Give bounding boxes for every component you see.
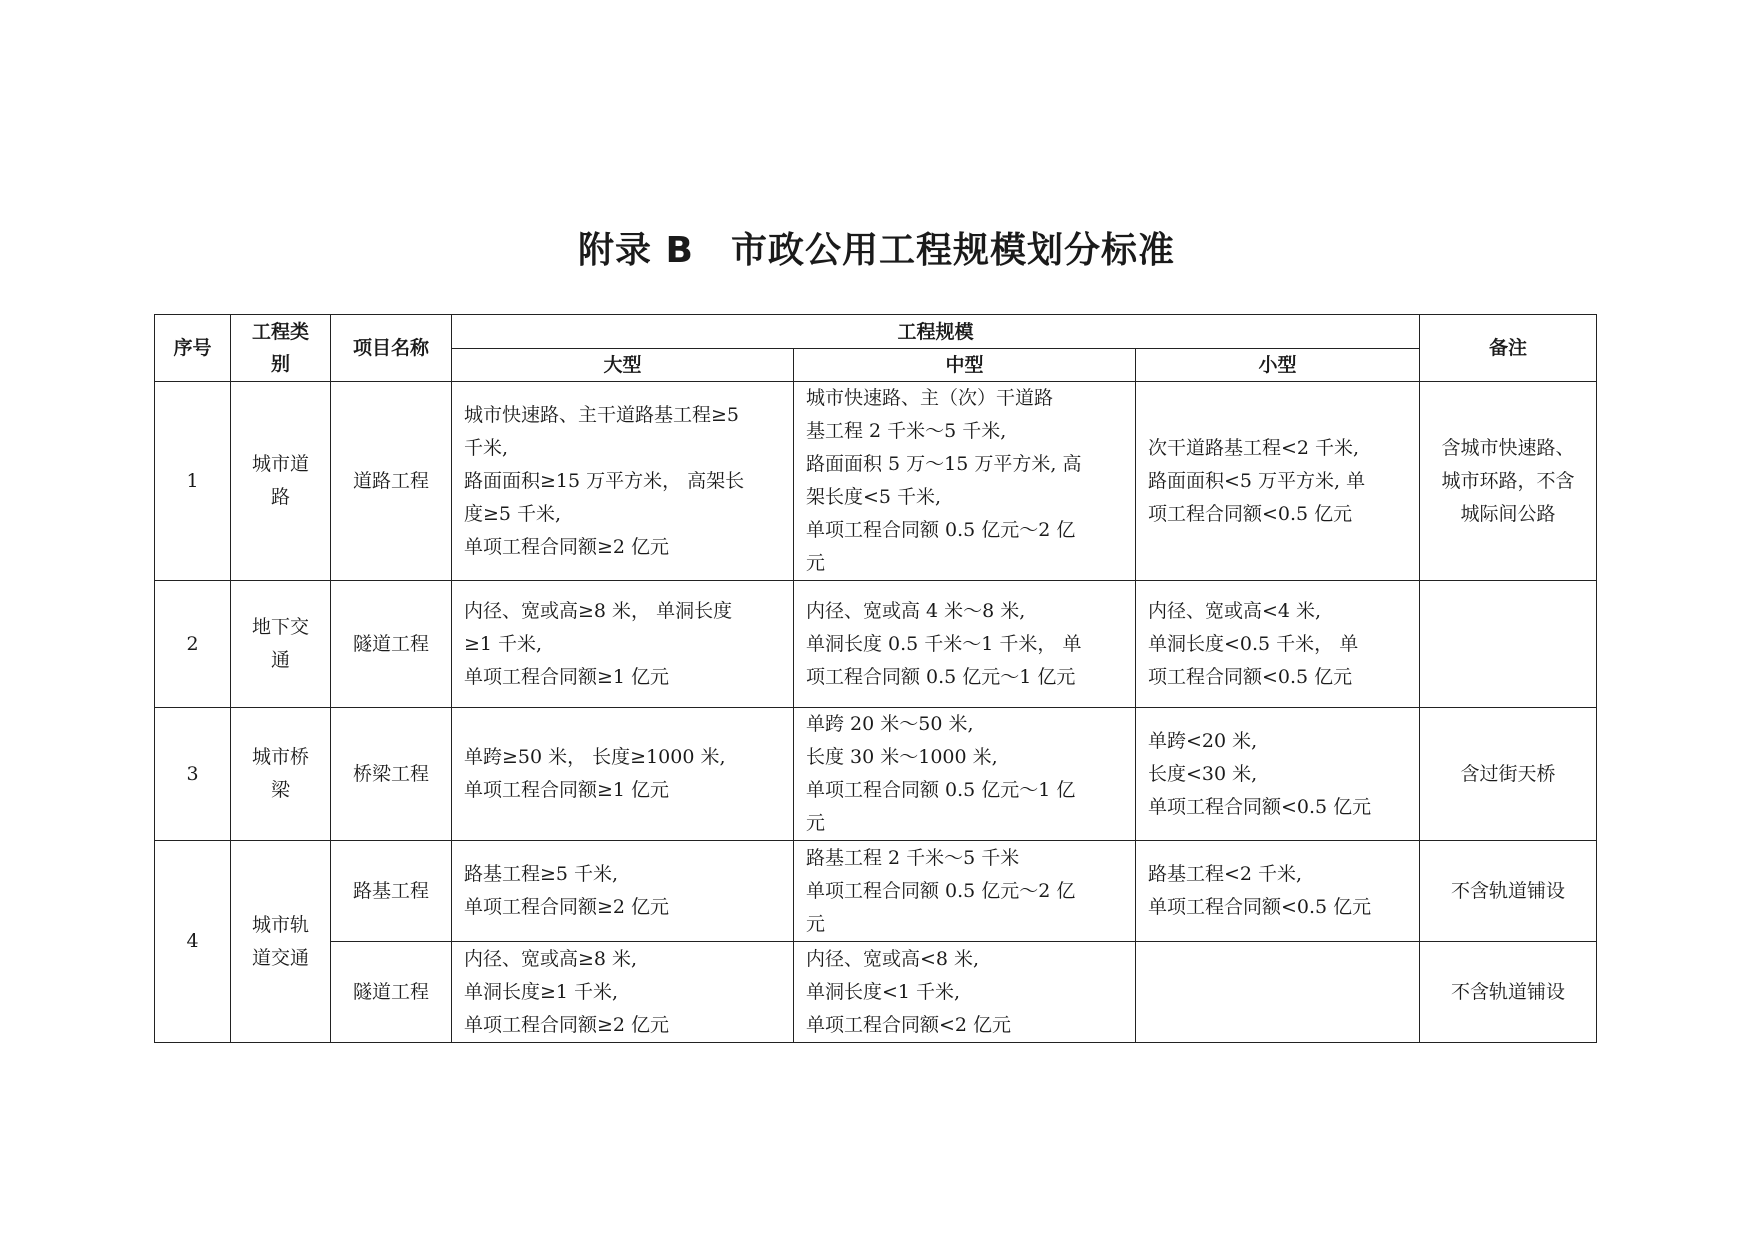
text-line: 次干道路基工程<2 千米, [1148, 436, 1360, 459]
row-large [452, 841, 794, 942]
text-line: 单项工程合同额≥2 亿元 [464, 896, 670, 918]
text-line: 单洞长度<1 千米, [806, 980, 961, 1003]
text-line: 单洞长度<0.5 千米， 单 [1148, 632, 1359, 655]
row-seq: 3 [155, 708, 231, 841]
row-small [1136, 942, 1420, 1043]
text-line: 单项工程合同额<0.5 亿元 [1148, 896, 1372, 918]
text-line: 不含轨道铺设 [1450, 879, 1565, 902]
text-line: 单项工程合同额 0.5 亿元～2 亿 [806, 879, 1076, 902]
row-category-line: 路 [270, 486, 290, 508]
header-seq: 序号 [155, 315, 231, 382]
text-line: 含城市快速路、 [1441, 436, 1575, 459]
text-line: 路面面积<5 万平方米, 单 [1148, 469, 1366, 492]
text-line: 城市环路，不含 [1441, 469, 1575, 492]
table-row [155, 708, 1597, 841]
row-category [231, 708, 331, 841]
text-line: 城市快速路、主干道路基工程≥5 [464, 403, 740, 426]
row-category-line: 道交通 [251, 946, 309, 969]
text-line: 项工程合同额<0.5 亿元 [1148, 665, 1353, 688]
header-project-name: 项目名称 [331, 315, 452, 382]
row-remarks [1420, 382, 1597, 581]
text-line: 长度<30 米, [1148, 762, 1258, 785]
text-line: 内径、宽或高<8 米, [806, 947, 980, 970]
row-remarks [1420, 841, 1597, 942]
row-remarks [1420, 942, 1597, 1043]
text-line: 内径、宽或高≥8 米, [464, 947, 638, 970]
row-project-name: 隧道工程 [331, 581, 452, 708]
text-line: 单项工程合同额≥2 亿元 [464, 535, 670, 558]
table-row [155, 841, 1597, 942]
header-category-line: 别 [270, 353, 290, 375]
row-small [1136, 841, 1420, 942]
text-line: 项工程合同额 0.5 亿元～1 亿元 [806, 665, 1076, 688]
row-small [1136, 708, 1420, 841]
row-category-line: 地下交 [251, 616, 309, 638]
row-medium [794, 708, 1136, 841]
text-line: 城市快速路、主（次）干道路 [806, 387, 1054, 409]
row-large [452, 708, 794, 841]
row-medium [794, 581, 1136, 708]
text-line: 单洞长度≥1 千米, [464, 980, 619, 1003]
header-category-line: 工程类 [251, 321, 309, 343]
page-title: 附录 B 市政公用工程规模划分标准 [578, 230, 1175, 271]
row-large [452, 581, 794, 708]
row-category [231, 581, 331, 708]
header-remarks: 备注 [1420, 315, 1597, 382]
text-line: 单跨≥50 米， 长度≥1000 米, [464, 746, 726, 768]
text-line: 单项工程合同额 0.5 亿元～2 亿 [806, 519, 1076, 541]
row-small [1136, 382, 1420, 581]
row-large [452, 942, 794, 1043]
header-scale: 工程规模 [452, 315, 1420, 349]
row-category-line: 城市桥 [251, 746, 309, 768]
row-category [231, 382, 331, 581]
text-line: 单项工程合同额<0.5 亿元 [1148, 795, 1372, 818]
row-small [1136, 581, 1420, 708]
row-category-line: 城市轨 [251, 913, 309, 936]
row-category-line: 梁 [270, 779, 290, 801]
text-line: 单项工程合同额≥1 亿元 [464, 779, 670, 801]
table-row [155, 382, 1597, 581]
header-large: 大型 [452, 349, 794, 382]
row-medium [794, 942, 1136, 1043]
text-line: ≥1 千米, [464, 632, 543, 655]
row-project-name: 桥梁工程 [331, 708, 452, 841]
scale-standard-table [154, 314, 1597, 1043]
text-line: 基工程 2 千米～5 千米, [806, 420, 1007, 442]
row-large [452, 382, 794, 581]
text-line: 路基工程 2 千米～5 千米 [806, 846, 1020, 869]
text-line: 城际间公路 [1460, 502, 1556, 525]
text-line: 千米, [464, 436, 509, 459]
row-project-name: 道路工程 [331, 382, 452, 581]
row-category [231, 841, 331, 1043]
table-row [155, 942, 1597, 1043]
text-line: 元 [806, 912, 826, 935]
table-row [155, 581, 1597, 708]
text-line: 长度 30 米～1000 米, [806, 746, 998, 768]
text-line: 单项工程合同额<2 亿元 [806, 1013, 1012, 1036]
text-line: 架长度<5 千米, [806, 486, 942, 508]
text-line: 内径、宽或高<4 米, [1148, 599, 1322, 622]
header-medium: 中型 [794, 349, 1136, 382]
text-line: 内径、宽或高≥8 米， 单洞长度 [464, 599, 733, 622]
row-remarks [1420, 708, 1597, 841]
text-line: 项工程合同额<0.5 亿元 [1148, 502, 1353, 525]
text-line: 路基工程≥5 千米, [464, 863, 619, 885]
row-seq: 4 [155, 841, 231, 1043]
text-line: 含过街天桥 [1460, 762, 1556, 785]
text-line: 路面面积 5 万～15 万平方米, 高 [806, 453, 1082, 475]
text-line: 度≥5 千米, [464, 502, 562, 525]
text-line: 内径、宽或高 4 米～8 米, [806, 599, 1026, 622]
header-small: 小型 [1136, 349, 1420, 382]
row-seq: 2 [155, 581, 231, 708]
row-category-line: 通 [270, 649, 290, 671]
row-seq: 1 [155, 382, 231, 581]
text-line: 单跨<20 米, [1148, 729, 1258, 752]
text-line: 单洞长度 0.5 千米～1 千米， 单 [806, 632, 1082, 655]
text-line: 单项工程合同额≥2 亿元 [464, 1013, 670, 1036]
row-project-name: 隧道工程 [331, 942, 452, 1043]
text-line: 单项工程合同额≥1 亿元 [464, 665, 670, 688]
text-line: 元 [806, 812, 826, 834]
text-line: 不含轨道铺设 [1450, 980, 1565, 1003]
row-remarks [1420, 581, 1597, 708]
row-medium [794, 841, 1136, 942]
text-line: 单跨 20 米～50 米, [806, 713, 974, 735]
row-category-line: 城市道 [251, 453, 309, 475]
header-category [231, 315, 331, 382]
text-line: 元 [806, 552, 826, 574]
row-medium [794, 382, 1136, 581]
text-line: 路基工程<2 千米, [1148, 863, 1303, 885]
row-project-name: 路基工程 [331, 841, 452, 942]
text-line: 路面面积≥15 万平方米， 高架长 [464, 469, 745, 492]
text-line: 单项工程合同额 0.5 亿元～1 亿 [806, 779, 1076, 801]
